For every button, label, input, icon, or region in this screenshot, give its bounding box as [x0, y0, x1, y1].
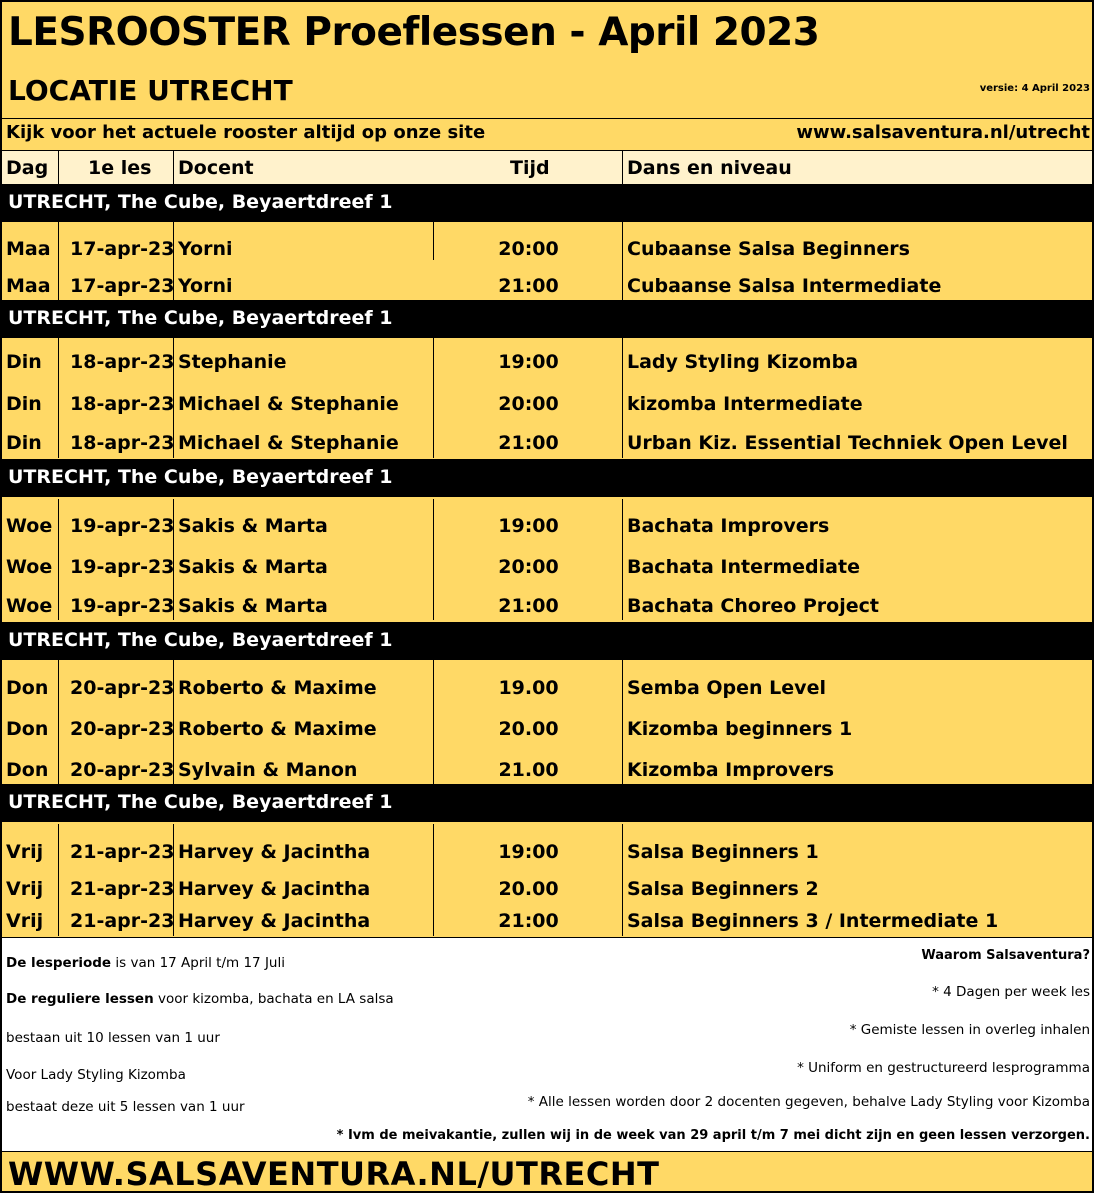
- version-label: versie: 4 April 2023: [979, 83, 1090, 94]
- cell-tijd: 20:00: [498, 556, 559, 578]
- cell-docent: Michael & Stephanie: [178, 432, 399, 454]
- cell-date: 21-apr-23: [70, 910, 175, 932]
- cell-date: 20-apr-23: [70, 759, 175, 781]
- cell-dans: Kizomba beginners 1: [627, 718, 853, 740]
- why-item: * Gemiste lessen in overleg inhalen: [849, 1022, 1090, 1038]
- why-item: * Uniform en gestructureerd lesprogramma: [797, 1060, 1090, 1076]
- cell-tijd: 21:00: [498, 910, 559, 932]
- day-block-woensdag: [2, 499, 1092, 620]
- cell-dag: Woe: [6, 556, 53, 578]
- cell-docent: Harvey & Jacintha: [178, 878, 371, 900]
- day-block-dinsdag: [2, 338, 1092, 458]
- cell-date: 18-apr-23: [70, 393, 175, 415]
- cell-date: 19-apr-23: [70, 595, 175, 617]
- cell-docent: Sylvain & Manon: [178, 759, 358, 781]
- cell-dans: Cubaanse Salsa Beginners: [627, 238, 910, 260]
- cell-date: 19-apr-23: [70, 556, 175, 578]
- cell-dag: Din: [6, 351, 42, 373]
- cell-docent: Sakis & Marta: [178, 595, 328, 617]
- location-label: UTRECHT, The Cube, Beyaertdreef 1: [8, 466, 393, 488]
- cell-date: 20-apr-23: [70, 677, 175, 699]
- cell-dans: Kizomba Improvers: [627, 759, 835, 781]
- cell-tijd: 19:00: [498, 351, 559, 373]
- cell-docent: Roberto & Maxime: [178, 677, 377, 699]
- holiday-notice: * Ivm de meivakantie, zullen wij in de week van 29 april t/m 7 mei dicht zijn en geen lessen verzorgen.: [336, 1128, 1090, 1143]
- col-les: 1e les: [88, 157, 152, 179]
- info-lesperiode: De lesperiode is van 17 April t/m 17 Juli: [6, 955, 285, 971]
- cell-tijd: 21:00: [498, 432, 559, 454]
- location-label: UTRECHT, The Cube, Beyaertdreef 1: [8, 791, 393, 813]
- location-band: [2, 459, 1092, 497]
- cell-tijd: 20:00: [498, 393, 559, 415]
- info-line5: bestaat deze uit 5 lessen van 1 uur: [6, 1099, 245, 1115]
- divider: [2, 118, 1092, 119]
- info-line4: Voor Lady Styling Kizomba: [6, 1067, 186, 1083]
- location-subtitle: LOCATIE UTRECHT: [8, 74, 293, 107]
- col-docent: Docent: [178, 157, 254, 179]
- cell-dans: Salsa Beginners 1: [627, 841, 819, 863]
- cell-dans: Urban Kiz. Essential Techniek Open Level: [627, 432, 1068, 454]
- cell-dag: Din: [6, 432, 42, 454]
- cell-docent: Yorni: [178, 238, 233, 260]
- cell-tijd: 21.00: [498, 759, 559, 781]
- location-band: [2, 184, 1092, 222]
- why-heading: Waarom Salsaventura?: [921, 948, 1090, 963]
- cell-dans: Bachata Improvers: [627, 515, 830, 537]
- cell-dag: Woe: [6, 595, 53, 617]
- cell-date: 17-apr-23: [70, 238, 175, 260]
- cell-date: 18-apr-23: [70, 351, 175, 373]
- cell-dans: Salsa Beginners 3 / Intermediate 1: [627, 910, 999, 932]
- cell-docent: Stephanie: [178, 351, 287, 373]
- cell-docent: Harvey & Jacintha: [178, 910, 371, 932]
- cell-dag: Maa: [6, 275, 51, 297]
- cell-tijd: 19.00: [498, 677, 559, 699]
- footer-url-link[interactable]: WWW.SALSAVENTURA.NL/UTRECHT: [8, 1155, 660, 1193]
- cell-dans: kizomba Intermediate: [627, 393, 863, 415]
- location-band: [2, 300, 1092, 338]
- cell-tijd: 19:00: [498, 515, 559, 537]
- cell-dans: Bachata Intermediate: [627, 556, 860, 578]
- cell-date: 18-apr-23: [70, 432, 175, 454]
- col-tijd: Tijd: [510, 157, 550, 179]
- cell-docent: Roberto & Maxime: [178, 718, 377, 740]
- cell-tijd: 20.00: [498, 878, 559, 900]
- day-block-vrijdag: [2, 824, 1092, 936]
- cell-date: 19-apr-23: [70, 515, 175, 537]
- cell-dag: Don: [6, 677, 49, 699]
- cell-tijd: 20.00: [498, 718, 559, 740]
- cell-date: 21-apr-23: [70, 841, 175, 863]
- site-note: Kijk voor het actuele rooster altijd op onze site: [6, 122, 486, 143]
- location-label: UTRECHT, The Cube, Beyaertdreef 1: [8, 629, 393, 651]
- cell-dans: Bachata Choreo Project: [627, 595, 879, 617]
- cell-date: 21-apr-23: [70, 878, 175, 900]
- cell-dans: Semba Open Level: [627, 677, 826, 699]
- col-dans: Dans en niveau: [627, 157, 792, 179]
- location-label: UTRECHT, The Cube, Beyaertdreef 1: [8, 307, 393, 329]
- cell-dag: Din: [6, 393, 42, 415]
- why-item: * 4 Dagen per week les: [932, 984, 1090, 1000]
- cell-dans: Cubaanse Salsa Intermediate: [627, 275, 942, 297]
- day-block-donderdag: [2, 660, 1092, 784]
- site-url-link[interactable]: www.salsaventura.nl/utrecht: [796, 122, 1090, 143]
- info-line3: bestaan uit 10 lessen van 1 uur: [6, 1030, 220, 1046]
- location-band: [2, 784, 1092, 822]
- page-title: LESROOSTER Proeflessen - April 2023: [8, 10, 820, 55]
- cell-dag: Don: [6, 718, 49, 740]
- info-section: [2, 937, 1092, 1152]
- cell-docent: Sakis & Marta: [178, 556, 328, 578]
- cell-dag: Vrij: [6, 910, 44, 932]
- cell-tijd: 21:00: [498, 275, 559, 297]
- cell-dag: Vrij: [6, 841, 44, 863]
- cell-docent: Michael & Stephanie: [178, 393, 399, 415]
- cell-dag: Maa: [6, 238, 51, 260]
- location-band: [2, 622, 1092, 660]
- cell-date: 17-apr-23: [70, 275, 175, 297]
- cell-docent: Sakis & Marta: [178, 515, 328, 537]
- cell-docent: Yorni: [178, 275, 233, 297]
- cell-tijd: 20:00: [498, 238, 559, 260]
- cell-dans: Lady Styling Kizomba: [627, 351, 859, 373]
- cell-date: 20-apr-23: [70, 718, 175, 740]
- col-dag: Dag: [6, 157, 49, 179]
- cell-docent: Harvey & Jacintha: [178, 841, 371, 863]
- cell-tijd: 19:00: [498, 841, 559, 863]
- table-header: [2, 150, 1092, 184]
- footer: [2, 1151, 1092, 1192]
- location-label: UTRECHT, The Cube, Beyaertdreef 1: [8, 191, 393, 213]
- why-item: * Alle lessen worden door 2 docenten gegeven, behalve Lady Styling voor Kizomba: [527, 1094, 1090, 1110]
- day-block-maandag: [2, 222, 1092, 300]
- cell-dag: Don: [6, 759, 49, 781]
- cell-dag: Vrij: [6, 878, 44, 900]
- cell-tijd: 21:00: [498, 595, 559, 617]
- cell-dag: Woe: [6, 515, 53, 537]
- info-reguliere: De reguliere lessen voor kizomba, bachata en LA salsa: [6, 991, 394, 1007]
- cell-dans: Salsa Beginners 2: [627, 878, 819, 900]
